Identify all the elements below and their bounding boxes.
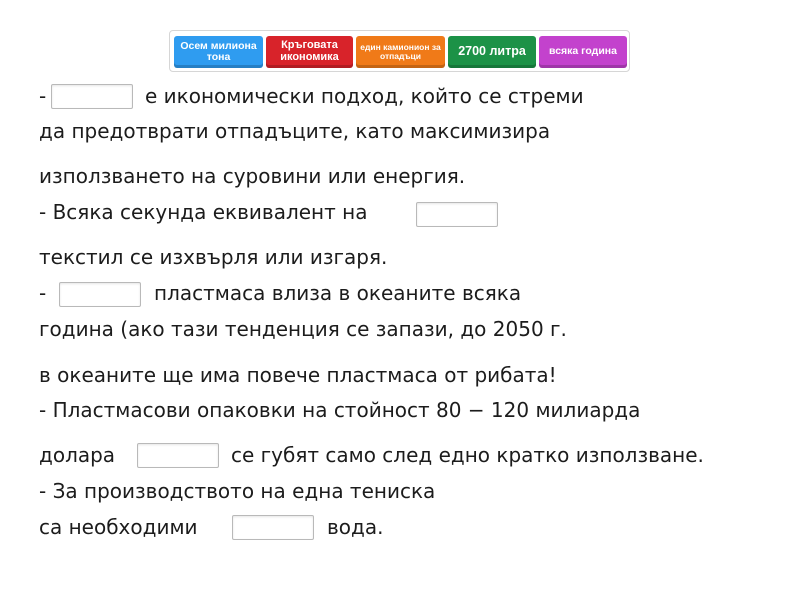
word-bank	[169, 30, 630, 72]
line6-prefix: -	[39, 281, 47, 305]
blank-3[interactable]	[59, 282, 141, 307]
tile-eight-million-tons[interactable]: Осем милиона тона	[174, 36, 263, 68]
line10-prefix: долара	[39, 443, 116, 467]
line10-text: се губят само след едно кратко използване.	[231, 443, 704, 467]
line4-text: - Всяка секунда еквивалент на	[39, 200, 368, 224]
line11-text: - За производството на една тениска	[39, 479, 436, 503]
tile-2700-liters[interactable]: 2700 литра	[448, 36, 536, 68]
blank-1[interactable]	[51, 84, 133, 109]
line12-text: вода.	[327, 515, 384, 539]
line1-prefix: -	[39, 84, 47, 108]
blank-2[interactable]	[416, 202, 498, 227]
line6-text: пластмаса влиза в океаните всяка	[154, 281, 522, 305]
tile-garbage-truck[interactable]: един камионион за отпадъци	[356, 36, 445, 68]
tile-every-year[interactable]: всяка година	[539, 36, 627, 68]
line5-text: текстил се изхвърля или изгаря.	[39, 245, 388, 269]
tile-circular-economy[interactable]: Кръговата икономика	[266, 36, 353, 68]
line1-text: е икономически подход, който се стреми	[145, 84, 584, 108]
blank-5[interactable]	[232, 515, 314, 540]
line9-text: - Пластмасови опаковки на стойност 80 − 120 милиарда	[39, 398, 641, 422]
line12-prefix: са необходими	[39, 515, 198, 539]
line2-text: да предотврати отпадъците, като максимизира	[39, 119, 551, 143]
line7-text: година (ако тази тенденция се запази, до 2050 г.	[39, 317, 567, 341]
line3-text: използването на суровини или енергия.	[39, 164, 466, 188]
blank-4[interactable]	[137, 443, 219, 468]
line8-text: в океаните ще има повече пластмаса от рибата!	[39, 363, 557, 387]
